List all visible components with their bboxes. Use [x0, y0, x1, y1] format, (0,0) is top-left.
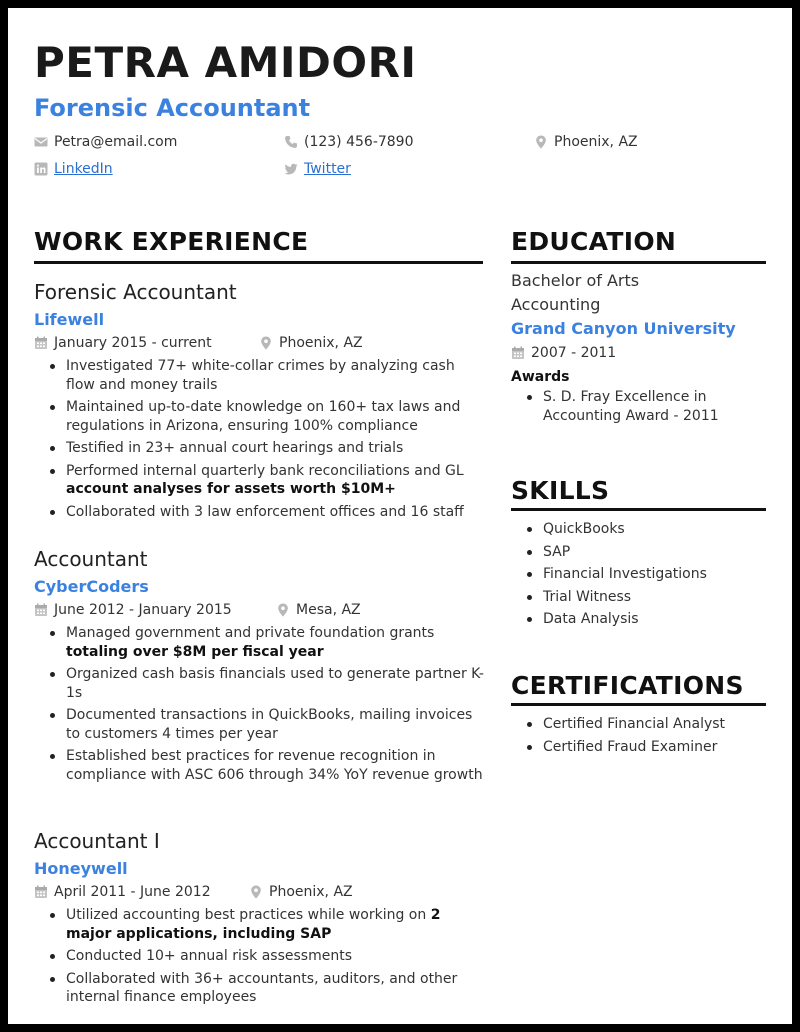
certification-item: Certified Financial Analyst	[511, 715, 766, 734]
job-entry	[34, 829, 484, 1011]
work-experience-divider	[34, 261, 483, 264]
calendar-icon	[34, 336, 48, 350]
major: Accounting	[511, 295, 601, 314]
certifications-divider	[511, 703, 766, 706]
job-bullet	[34, 970, 484, 1007]
job-bullet	[34, 665, 484, 702]
education-divider	[511, 261, 766, 264]
job-meta	[34, 335, 484, 353]
calendar-icon	[34, 603, 48, 617]
contact-email	[34, 134, 177, 150]
skills-divider	[511, 508, 766, 511]
skills-heading: SKILLS	[511, 476, 610, 505]
work-experience-heading: WORK EXPERIENCE	[34, 227, 309, 256]
candidate-name: PETRA AMIDORI	[34, 38, 417, 87]
job-title: Accountant I	[34, 829, 160, 853]
degree: Bachelor of Arts	[511, 271, 640, 290]
job-dates-text: April 2011 - June 2012	[54, 884, 211, 900]
contact-location	[534, 134, 638, 150]
job-bullet	[34, 439, 484, 458]
resume-page	[8, 8, 792, 1024]
candidate-role: Forensic Accountant	[34, 94, 311, 122]
skill-item: Financial Investigations	[511, 565, 766, 584]
job-dates-text: January 2015 - current	[54, 335, 212, 351]
job-location-text: Mesa, AZ	[296, 602, 361, 618]
twitter-link[interactable]: Twitter	[304, 161, 351, 177]
bullet-text: Organized cash basis financials used to generate partner K-1s	[66, 666, 484, 701]
job-location	[276, 602, 361, 618]
job-dates-text: June 2012 - January 2015	[54, 602, 232, 618]
education-block	[511, 269, 766, 429]
phone-text: (123) 456-7890	[304, 134, 414, 150]
twitter-icon	[284, 162, 298, 176]
location-text: Phoenix, AZ	[554, 134, 638, 150]
job-bullet	[34, 503, 484, 522]
job-location-text: Phoenix, AZ	[269, 884, 353, 900]
calendar-icon	[511, 346, 525, 360]
map-pin-icon	[249, 885, 263, 899]
job-bullet	[34, 906, 484, 943]
skill-item: SAP	[511, 543, 766, 562]
bullet-text: Managed government and private foundation grants	[66, 625, 435, 641]
bullet-text: Investigated 77+ white-collar crimes by analyzing cash flow and money trails	[66, 358, 455, 393]
education-dates	[511, 345, 766, 363]
job-dates	[34, 335, 212, 351]
linkedin-link[interactable]: LinkedIn	[54, 161, 113, 177]
bullet-text: Established best practices for revenue recognition in compliance with ASC 606 through 34% YoY revenue growth	[66, 748, 483, 783]
job-bullets	[34, 357, 484, 521]
job-meta	[34, 884, 484, 902]
bullet-highlight: 2 major applications, including SAP	[66, 907, 441, 942]
job-location	[259, 335, 363, 351]
phone-icon	[284, 135, 298, 149]
job-bullet	[34, 357, 484, 394]
job-bullets	[34, 624, 484, 784]
education-dates-text: 2007 - 2011	[531, 345, 617, 361]
bullet-text: Maintained up-to-date knowledge on 160+ tax laws and regulations in Arizona, ensuring 100% compliance	[66, 399, 461, 434]
calendar-icon	[34, 885, 48, 899]
contact-twitter	[284, 161, 351, 177]
bullet-text: Documented transactions in QuickBooks, mailing invoices to customers 4 times per year	[66, 707, 473, 742]
education-heading: EDUCATION	[511, 227, 677, 256]
skill-item: QuickBooks	[511, 520, 766, 539]
job-entry	[34, 547, 484, 788]
envelope-icon	[34, 135, 48, 149]
job-bullet	[34, 706, 484, 743]
contact-phone	[284, 134, 414, 150]
job-dates	[34, 602, 232, 618]
bullet-highlight: account analyses for assets worth $10M+	[66, 481, 396, 497]
awards-heading: Awards	[511, 369, 570, 385]
linkedin-icon	[34, 162, 48, 176]
certification-item: Certified Fraud Examiner	[511, 738, 766, 757]
bullet-text: Collaborated with 36+ accountants, auditors, and other internal finance employees	[66, 970, 458, 1005]
job-bullet	[34, 462, 484, 499]
job-title: Accountant	[34, 547, 148, 571]
job-bullet	[34, 947, 484, 966]
company-name: Honeywell	[34, 859, 128, 878]
awards-list	[511, 388, 766, 425]
certifications-heading: CERTIFICATIONS	[511, 671, 744, 700]
bullet-highlight: totaling over $8M per fiscal year	[66, 643, 324, 660]
school-name: Grand Canyon University	[511, 319, 736, 338]
map-pin-icon	[259, 336, 273, 350]
job-bullets	[34, 906, 484, 1007]
job-title: Forensic Accountant	[34, 280, 237, 304]
job-location-text: Phoenix, AZ	[279, 335, 363, 351]
job-location	[249, 884, 353, 900]
certifications-list	[511, 715, 766, 760]
job-entry	[34, 280, 484, 525]
bullet-text: Performed internal quarterly bank reconciliations and GL	[66, 462, 464, 479]
skill-item: Data Analysis	[511, 610, 766, 629]
job-dates	[34, 884, 211, 900]
contact-linkedin	[34, 161, 113, 177]
bullet-text: Conducted 10+ annual risk assessments	[66, 948, 352, 964]
company-name: CyberCoders	[34, 577, 149, 596]
bullet-text: Collaborated with 3 law enforcement offices and 16 staff	[66, 503, 464, 520]
company-name: Lifewell	[34, 310, 105, 329]
job-bullet	[34, 747, 484, 784]
bullet-text: Utilized accounting best practices while working on	[66, 907, 431, 923]
skill-item: Trial Witness	[511, 588, 766, 607]
email-text: Petra@email.com	[54, 134, 178, 150]
job-bullet	[34, 624, 484, 661]
map-pin-icon	[276, 603, 290, 617]
award-item: S. D. Fray Excellence in Accounting Award - 2011	[511, 388, 766, 425]
bullet-text: Testified in 23+ annual court hearings and trials	[66, 440, 404, 456]
map-pin-icon	[534, 135, 548, 149]
job-bullet	[34, 398, 484, 435]
skills-list	[511, 520, 766, 633]
job-meta	[34, 602, 484, 620]
